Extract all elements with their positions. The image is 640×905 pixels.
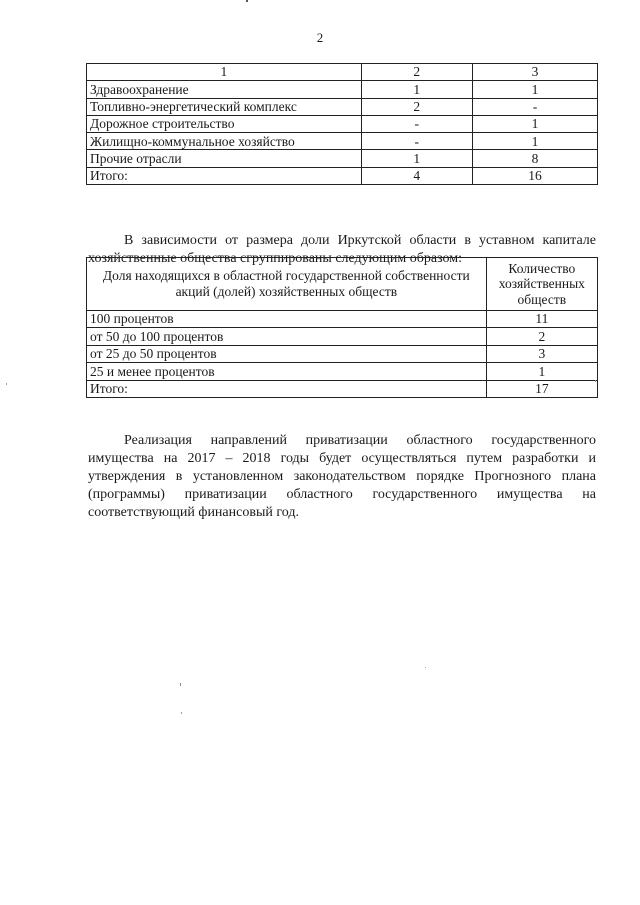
scan-speck bbox=[425, 667, 426, 668]
table-row bbox=[87, 345, 598, 362]
count-cell: 11 bbox=[486, 311, 597, 328]
table-row bbox=[87, 150, 598, 167]
scan-speck bbox=[181, 712, 182, 714]
table-total-row bbox=[87, 167, 598, 184]
share-table bbox=[86, 257, 598, 398]
share-cell: 25 и менее процентов bbox=[87, 363, 487, 380]
total-value-cell: 16 bbox=[472, 167, 597, 184]
column-header-2: 2 bbox=[361, 64, 472, 81]
count-cell: 2 bbox=[486, 328, 597, 345]
value-cell: 1 bbox=[361, 150, 472, 167]
share-column-header: Доля находящихся в областной государственной собственности акций (долей) хозяйственных обществ bbox=[87, 258, 487, 311]
paragraph-privatization bbox=[88, 432, 596, 522]
sector-cell: Топливно-энергетический комплекс bbox=[87, 98, 362, 115]
count-cell: 3 bbox=[486, 345, 597, 362]
sectors-table bbox=[86, 63, 598, 185]
value-cell: - bbox=[361, 115, 472, 132]
table-header-row bbox=[87, 258, 598, 311]
value-cell: - bbox=[361, 133, 472, 150]
sector-cell: Прочие отрасли bbox=[87, 150, 362, 167]
sector-cell: Дорожное строительство bbox=[87, 115, 362, 132]
share-cell: 100 процентов bbox=[87, 311, 487, 328]
sector-cell: Здравоохранение bbox=[87, 81, 362, 98]
table-row bbox=[87, 133, 598, 150]
table-row bbox=[87, 311, 598, 328]
table-header-row bbox=[87, 64, 598, 81]
value-cell: - bbox=[472, 98, 597, 115]
share-cell: от 50 до 100 процентов bbox=[87, 328, 487, 345]
value-cell: 1 bbox=[472, 133, 597, 150]
table-row bbox=[87, 115, 598, 132]
count-column-header: Количество хозяйственных обществ bbox=[486, 258, 597, 311]
value-cell: 2 bbox=[361, 98, 472, 115]
value-cell: 1 bbox=[472, 81, 597, 98]
count-cell: 1 bbox=[486, 363, 597, 380]
scan-speck bbox=[246, 0, 248, 2]
table-row bbox=[87, 81, 598, 98]
total-label-cell: Итого: bbox=[87, 167, 362, 184]
table-row bbox=[87, 98, 598, 115]
table-row bbox=[87, 363, 598, 380]
scan-speck bbox=[6, 383, 7, 385]
share-cell: от 25 до 50 процентов bbox=[87, 345, 487, 362]
table-total-row bbox=[87, 380, 598, 397]
paragraph-text: Реализация направлений приватизации областного государственного имущества на 2017 – 2018 годы будет осуществляться путем разработки и утверждения в установленном законодательством порядке Прогнозного плана (программы) приватизации областного государственного имущества на соответствующий финансовый год. bbox=[88, 433, 596, 520]
value-cell: 1 bbox=[361, 81, 472, 98]
paragraph-text: В зависимости от размера доли Иркутской области в уставном капитале хозяйственные общества сгруппированы следующим образом: bbox=[88, 233, 596, 266]
scan-speck bbox=[180, 683, 181, 686]
page-number: 2 bbox=[316, 30, 324, 45]
value-cell: 8 bbox=[472, 150, 597, 167]
total-value-cell: 17 bbox=[486, 380, 597, 397]
column-header-3: 3 bbox=[472, 64, 597, 81]
column-header-1: 1 bbox=[87, 64, 362, 81]
value-cell: 1 bbox=[472, 115, 597, 132]
sector-cell: Жилищно-коммунальное хозяйство bbox=[87, 133, 362, 150]
total-label-cell: Итого: bbox=[87, 380, 487, 397]
table-row bbox=[87, 328, 598, 345]
total-value-cell: 4 bbox=[361, 167, 472, 184]
